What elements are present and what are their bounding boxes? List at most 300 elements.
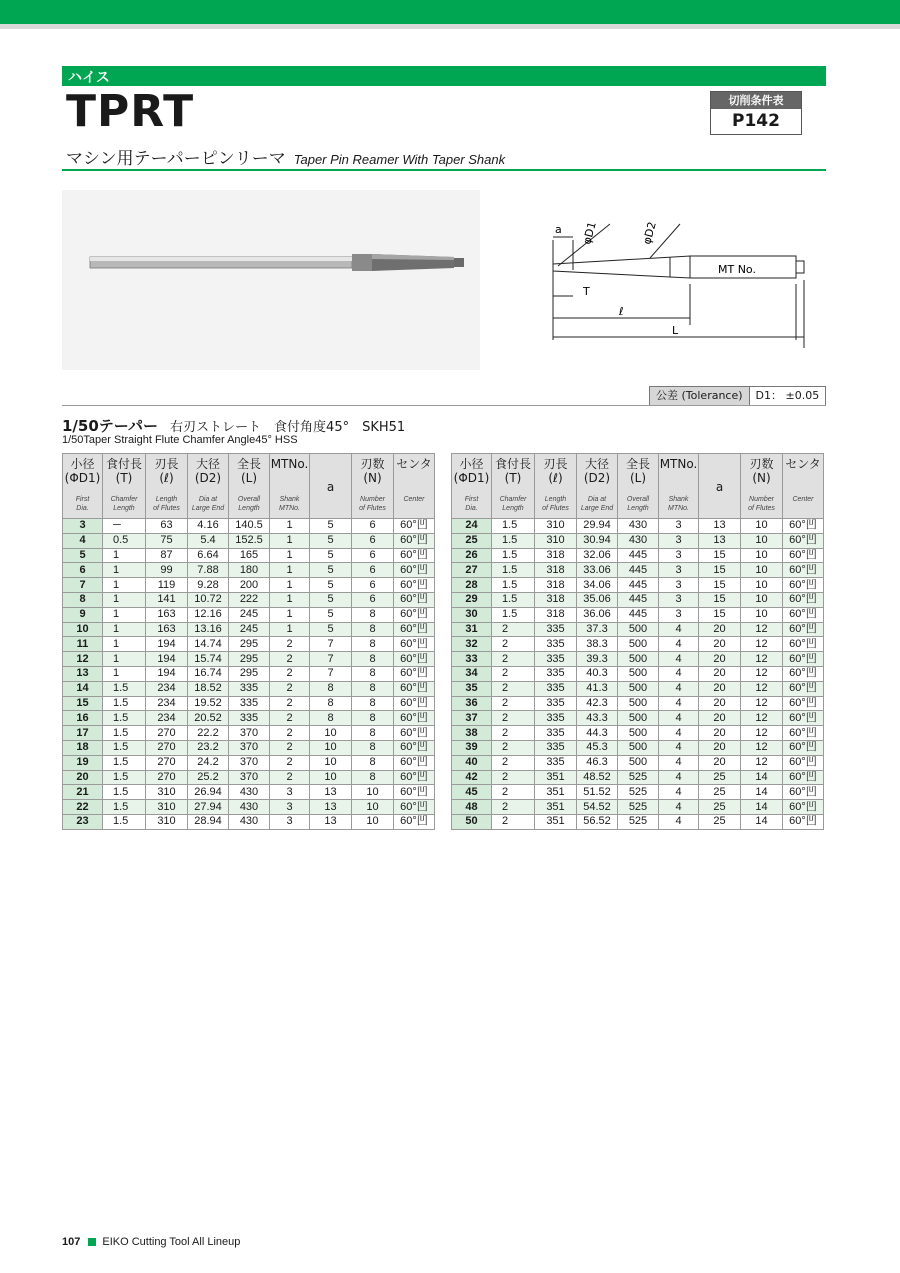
- table-cell: 351: [535, 800, 577, 815]
- table-cell: 1: [270, 563, 310, 578]
- row-key: 23: [63, 814, 103, 829]
- table-cell: 4: [659, 740, 699, 755]
- table-cell: 4: [659, 711, 699, 726]
- table-cell: 5: [310, 548, 352, 563]
- row-key: 35: [452, 681, 492, 696]
- table-cell: 4.16: [188, 519, 229, 534]
- table-cell: 60°凹: [783, 563, 824, 578]
- table-cell: 310: [146, 785, 188, 800]
- table-cell: 2: [270, 755, 310, 770]
- row-key: 10: [63, 622, 103, 637]
- table-cell: 1.5: [103, 726, 146, 741]
- table-cell: 3: [270, 785, 310, 800]
- table-cell: 4: [659, 755, 699, 770]
- table-cell: 8: [310, 711, 352, 726]
- table-cell: 8: [352, 622, 394, 637]
- table-cell: 2: [492, 800, 535, 815]
- table-cell: 194: [146, 637, 188, 652]
- table-cell: 351: [535, 785, 577, 800]
- table-cell: 335: [535, 666, 577, 681]
- column-header-en: First Dia.: [464, 496, 479, 512]
- column-header-en: Chamfer Length: [110, 496, 138, 512]
- table-cell: 60°凹: [394, 755, 435, 770]
- row-key: 24: [452, 519, 492, 534]
- table-cell: 3: [659, 548, 699, 563]
- spec-line: [62, 415, 405, 436]
- table-cell: 351: [535, 770, 577, 785]
- table-cell: 2: [270, 726, 310, 741]
- column-header: [659, 454, 699, 519]
- column-header-jp: 刃長 (ℓ): [543, 457, 568, 485]
- table-cell: 60°凹: [783, 681, 824, 696]
- top-band: [0, 0, 900, 24]
- table-cell: 60°凹: [783, 770, 824, 785]
- table-cell: 4: [659, 696, 699, 711]
- table-cell: 6.64: [188, 548, 229, 563]
- table-cell: 8: [352, 726, 394, 741]
- row-key: 50: [452, 814, 492, 829]
- table-cell: 60°凹: [783, 785, 824, 800]
- row-key: 27: [452, 563, 492, 578]
- table-cell: 10: [741, 533, 783, 548]
- table-cell: 51.52: [577, 785, 618, 800]
- table-cell: 15: [699, 607, 741, 622]
- table-cell: 20: [699, 711, 741, 726]
- table-cell: 234: [146, 681, 188, 696]
- table-cell: 20: [699, 726, 741, 741]
- table-cell: 500: [618, 637, 659, 652]
- table-cell: 4: [659, 652, 699, 667]
- table-cell: 500: [618, 726, 659, 741]
- table-cell: 119: [146, 578, 188, 593]
- table-cell: 30.94: [577, 533, 618, 548]
- dimension-diagram: [520, 200, 810, 350]
- table-cell: 500: [618, 622, 659, 637]
- table-cell: 4: [659, 800, 699, 815]
- table-cell: 14: [741, 814, 783, 829]
- table-cell: 295: [229, 652, 270, 667]
- table-cell: 12: [741, 755, 783, 770]
- table-cell: 20: [699, 755, 741, 770]
- table-cell: 60°凹: [783, 533, 824, 548]
- table-cell: 60°凹: [394, 652, 435, 667]
- table-cell: 318: [535, 563, 577, 578]
- table-cell: 140.5: [229, 519, 270, 534]
- table-cell: 8: [352, 711, 394, 726]
- table-cell: 1.5: [103, 785, 146, 800]
- column-header-jp: センタ: [785, 457, 821, 471]
- column-header-en: Dia at Large End: [580, 496, 614, 512]
- table-cell: 8: [352, 607, 394, 622]
- subtitle-jp: マシン用テーパーピンリーマ: [66, 149, 286, 169]
- table-cell: 1.5: [492, 563, 535, 578]
- table-cell: 5: [310, 533, 352, 548]
- column-header-en: Length of Flutes: [153, 496, 180, 512]
- column-header: [618, 454, 659, 519]
- table-cell: 2: [492, 740, 535, 755]
- table-cell: 500: [618, 711, 659, 726]
- table-cell: 7: [310, 666, 352, 681]
- table-row: [63, 755, 435, 770]
- row-key: 33: [452, 652, 492, 667]
- table-cell: 12: [741, 740, 783, 755]
- table-cell: 5: [310, 592, 352, 607]
- table-cell: 445: [618, 607, 659, 622]
- table-row: [452, 519, 824, 534]
- table-cell: 13: [310, 785, 352, 800]
- table-row: [452, 533, 824, 548]
- table-cell: 18.52: [188, 681, 229, 696]
- table-cell: 10: [741, 563, 783, 578]
- row-key: 18: [63, 740, 103, 755]
- table-cell: 60°凹: [783, 755, 824, 770]
- table-cell: 38.3: [577, 637, 618, 652]
- table-cell: 270: [146, 755, 188, 770]
- page-number: 107: [62, 1236, 81, 1248]
- row-key: 30: [452, 607, 492, 622]
- table-cell: 295: [229, 637, 270, 652]
- column-header: [741, 454, 783, 519]
- table-cell: 525: [618, 814, 659, 829]
- table-cell: 35.06: [577, 592, 618, 607]
- table-cell: 10: [352, 800, 394, 815]
- table-cell: 2: [492, 711, 535, 726]
- table-cell: 60°凹: [783, 519, 824, 534]
- table-cell: 75: [146, 533, 188, 548]
- row-key: 39: [452, 740, 492, 755]
- table-cell: 3: [659, 578, 699, 593]
- table-cell: 60°凹: [783, 814, 824, 829]
- table-cell: 60°凹: [394, 637, 435, 652]
- table-cell: 60°凹: [394, 607, 435, 622]
- table-cell: 15: [699, 563, 741, 578]
- row-key: 32: [452, 637, 492, 652]
- table-row: [452, 652, 824, 667]
- table-cell: 270: [146, 740, 188, 755]
- table-cell: 45.3: [577, 740, 618, 755]
- table-cell: 370: [229, 770, 270, 785]
- table-cell: 56.52: [577, 814, 618, 829]
- table-cell: 200: [229, 578, 270, 593]
- table-cell: 318: [535, 607, 577, 622]
- column-header-en: First Dia.: [75, 496, 90, 512]
- table-cell: 8: [352, 666, 394, 681]
- table-cell: 15: [699, 578, 741, 593]
- subtitle-en: Taper Pin Reamer With Taper Shank: [293, 152, 506, 167]
- table-row: [63, 740, 435, 755]
- table-cell: 60°凹: [394, 622, 435, 637]
- table-cell: 60°凹: [394, 666, 435, 681]
- column-header: [310, 454, 352, 519]
- table-cell: 20: [699, 652, 741, 667]
- table-cell: 1: [270, 607, 310, 622]
- table-cell: 60°凹: [783, 592, 824, 607]
- table-cell: 2: [492, 622, 535, 637]
- column-header-jp: 大径 (D2): [194, 457, 222, 485]
- table-cell: 60°凹: [394, 711, 435, 726]
- row-key: 48: [452, 800, 492, 815]
- column-header-jp: センタ: [396, 457, 432, 471]
- table-cell: 10: [352, 814, 394, 829]
- table-cell: 1: [103, 652, 146, 667]
- column-header: [63, 454, 103, 519]
- row-key: 9: [63, 607, 103, 622]
- row-key: 8: [63, 592, 103, 607]
- table-cell: 370: [229, 755, 270, 770]
- table-cell: 10.72: [188, 592, 229, 607]
- column-header-en: Number of Flutes: [748, 496, 775, 512]
- table-row: [63, 607, 435, 622]
- table-cell: 7.88: [188, 563, 229, 578]
- table-cell: 445: [618, 563, 659, 578]
- table-cell: 310: [535, 519, 577, 534]
- table-cell: ─: [103, 519, 146, 534]
- table-cell: 1.5: [103, 696, 146, 711]
- table-cell: 2: [492, 770, 535, 785]
- table-cell: 1: [103, 563, 146, 578]
- table-cell: 10: [741, 548, 783, 563]
- spec-en: 1/50Taper Straight Flute Chamfer Angle45° HSS: [62, 434, 298, 446]
- table-cell: 20: [699, 696, 741, 711]
- table-cell: 60°凹: [394, 740, 435, 755]
- spec-detail: 右刃ストレート 食付角度45° SKH51: [170, 420, 406, 435]
- table-cell: 48.52: [577, 770, 618, 785]
- table-row: [452, 726, 824, 741]
- table-row: [63, 696, 435, 711]
- table-cell: 29.94: [577, 519, 618, 534]
- table-cell: 335: [229, 711, 270, 726]
- table-cell: 4: [659, 785, 699, 800]
- table-cell: 2: [492, 814, 535, 829]
- table-cell: 500: [618, 666, 659, 681]
- row-key: 45: [452, 785, 492, 800]
- row-key: 15: [63, 696, 103, 711]
- table-cell: 60°凹: [394, 592, 435, 607]
- table-cell: 15: [699, 548, 741, 563]
- table-cell: 370: [229, 726, 270, 741]
- table-cell: 43.3: [577, 711, 618, 726]
- table-cell: 60°凹: [394, 814, 435, 829]
- table-cell: 12: [741, 726, 783, 741]
- table-cell: 12: [741, 652, 783, 667]
- row-key: 6: [63, 563, 103, 578]
- table-cell: 12.16: [188, 607, 229, 622]
- table-cell: 60°凹: [394, 770, 435, 785]
- table-row: [452, 548, 824, 563]
- table-cell: 8: [310, 696, 352, 711]
- table-cell: 430: [618, 519, 659, 534]
- table-cell: 8: [352, 681, 394, 696]
- table-row: [63, 726, 435, 741]
- table-row: [63, 548, 435, 563]
- diagram-d1-label: φD1: [580, 220, 599, 246]
- row-key: 29: [452, 592, 492, 607]
- table-cell: 165: [229, 548, 270, 563]
- table-row: [63, 578, 435, 593]
- table-cell: 37.3: [577, 622, 618, 637]
- column-header-jp: 刃数 (N): [360, 457, 385, 485]
- table-row: [452, 755, 824, 770]
- table-cell: 3: [659, 607, 699, 622]
- tolerance-rule: [62, 405, 826, 406]
- table-cell: 3: [659, 563, 699, 578]
- column-header-jp: MTNo.: [270, 457, 309, 471]
- table-row: [452, 785, 824, 800]
- table-cell: 1.5: [103, 755, 146, 770]
- table-cell: 234: [146, 711, 188, 726]
- table-cell: 10: [310, 726, 352, 741]
- table-cell: 1.5: [103, 770, 146, 785]
- table-cell: 1.5: [492, 548, 535, 563]
- row-key: 20: [63, 770, 103, 785]
- column-header-jp: 刃長 (ℓ): [154, 457, 179, 485]
- table-cell: 10: [352, 785, 394, 800]
- table-cell: 500: [618, 696, 659, 711]
- table-cell: 6: [352, 533, 394, 548]
- table-cell: 16.74: [188, 666, 229, 681]
- table-cell: 2: [270, 770, 310, 785]
- table-cell: 310: [146, 814, 188, 829]
- diagram-mt-label: MT No.: [718, 263, 756, 276]
- table-row: [452, 637, 824, 652]
- row-key: 34: [452, 666, 492, 681]
- table-cell: 500: [618, 652, 659, 667]
- table-cell: 60°凹: [394, 519, 435, 534]
- diagram-l-label: L: [672, 324, 679, 337]
- table-cell: 8: [352, 696, 394, 711]
- table-cell: 60°凹: [783, 607, 824, 622]
- row-key: 5: [63, 548, 103, 563]
- column-header: [270, 454, 310, 519]
- table-cell: 60°凹: [394, 726, 435, 741]
- table-cell: 4: [659, 666, 699, 681]
- table-cell: 318: [535, 548, 577, 563]
- table-cell: 8: [310, 681, 352, 696]
- table-cell: 60°凹: [394, 785, 435, 800]
- table-cell: 6: [352, 563, 394, 578]
- table-cell: 1: [103, 578, 146, 593]
- table-cell: 0.5: [103, 533, 146, 548]
- column-header: [103, 454, 146, 519]
- table-cell: 12: [741, 666, 783, 681]
- table-cell: 28.94: [188, 814, 229, 829]
- table-cell: 1: [103, 637, 146, 652]
- column-header-jp: a: [326, 480, 335, 494]
- table-cell: 10: [741, 607, 783, 622]
- table-cell: 335: [535, 711, 577, 726]
- table-cell: 152.5: [229, 533, 270, 548]
- row-key: 28: [452, 578, 492, 593]
- column-header-jp: a: [715, 480, 724, 494]
- column-header-en: Chamfer Length: [499, 496, 527, 512]
- table-cell: 500: [618, 740, 659, 755]
- row-key: 42: [452, 770, 492, 785]
- table-cell: 25: [699, 770, 741, 785]
- table-cell: 7: [310, 652, 352, 667]
- cutting-condition-box[interactable]: [710, 91, 802, 135]
- table-cell: 318: [535, 578, 577, 593]
- table-cell: 33.06: [577, 563, 618, 578]
- table-cell: 23.2: [188, 740, 229, 755]
- table-cell: 2: [492, 785, 535, 800]
- row-key: 37: [452, 711, 492, 726]
- table-cell: 1.5: [103, 681, 146, 696]
- table-row: [452, 563, 824, 578]
- table-cell: 2: [270, 711, 310, 726]
- column-header-jp: 食付長 (T): [494, 457, 531, 485]
- table-cell: 445: [618, 592, 659, 607]
- table-cell: 4: [659, 681, 699, 696]
- table-cell: 318: [535, 592, 577, 607]
- table-cell: 141: [146, 592, 188, 607]
- table-row: [63, 681, 435, 696]
- table-cell: 335: [535, 755, 577, 770]
- table-cell: 351: [535, 814, 577, 829]
- table-row: [452, 681, 824, 696]
- page-title: TPRT: [66, 86, 195, 137]
- table-cell: 14: [741, 770, 783, 785]
- table-cell: 14: [741, 800, 783, 815]
- table-cell: 4: [659, 814, 699, 829]
- diagram-t-label: T: [583, 285, 590, 298]
- table-cell: 9.28: [188, 578, 229, 593]
- table-cell: 8: [352, 770, 394, 785]
- table-cell: 1: [270, 548, 310, 563]
- table-cell: 194: [146, 652, 188, 667]
- table-cell: 3: [270, 814, 310, 829]
- table-cell: 12: [741, 696, 783, 711]
- table-cell: 20.52: [188, 711, 229, 726]
- table-cell: 335: [535, 726, 577, 741]
- table-row: [63, 622, 435, 637]
- table-cell: 60°凹: [394, 696, 435, 711]
- table-cell: 25: [699, 800, 741, 815]
- table-cell: 1: [270, 622, 310, 637]
- cutting-condition-label: 切削条件表: [711, 92, 801, 109]
- table-cell: 430: [229, 800, 270, 815]
- table-cell: 2: [270, 740, 310, 755]
- table-row: [63, 592, 435, 607]
- cutting-condition-page: P142: [732, 111, 780, 131]
- row-key: 19: [63, 755, 103, 770]
- table-cell: 1.5: [103, 800, 146, 815]
- table-cell: 36.06: [577, 607, 618, 622]
- table-cell: 25: [699, 814, 741, 829]
- row-key: 17: [63, 726, 103, 741]
- table-cell: 32.06: [577, 548, 618, 563]
- table-cell: 60°凹: [783, 800, 824, 815]
- table-cell: 5: [310, 563, 352, 578]
- table-cell: 2: [492, 696, 535, 711]
- row-key: 12: [63, 652, 103, 667]
- spec-table-left: [62, 453, 435, 830]
- table-cell: 60°凹: [394, 681, 435, 696]
- table-cell: 3: [270, 800, 310, 815]
- table-cell: 60°凹: [783, 578, 824, 593]
- column-header-jp: 小径 (ΦD1): [64, 457, 101, 485]
- column-header-jp: MTNo.: [659, 457, 698, 471]
- row-key: 14: [63, 681, 103, 696]
- table-cell: 44.3: [577, 726, 618, 741]
- table-cell: 60°凹: [783, 622, 824, 637]
- table-cell: 234: [146, 696, 188, 711]
- table-cell: 270: [146, 726, 188, 741]
- table-cell: 15: [699, 592, 741, 607]
- footer: [62, 1236, 240, 1248]
- table-cell: 54.52: [577, 800, 618, 815]
- table-cell: 5: [310, 519, 352, 534]
- row-key: 31: [452, 622, 492, 637]
